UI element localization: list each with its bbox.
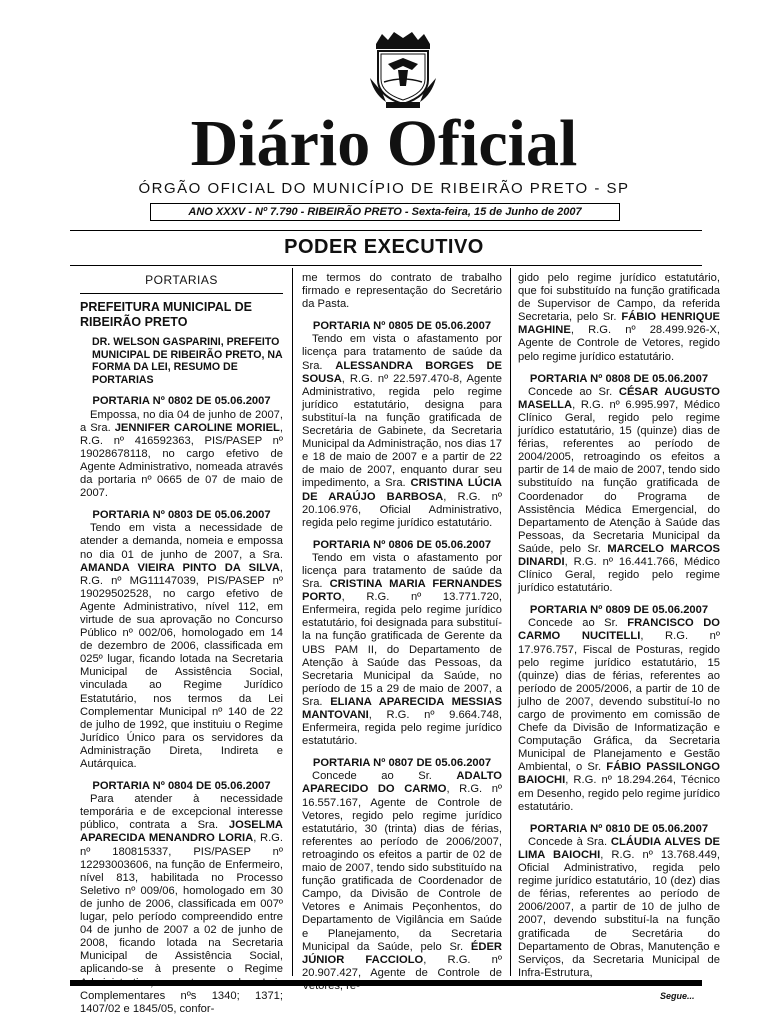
section-title: PODER EXECUTIVO	[284, 236, 484, 258]
portaria-0806-heading: PORTARIA Nº 0806 DE 05.06.2007	[312, 538, 492, 551]
section-rule	[70, 265, 702, 266]
portaria-0802-heading: PORTARIA Nº 0802 DE 05.06.2007	[92, 395, 271, 408]
mayor-heading: DR. WELSON GASPARINI, PREFEITO MUNICIPAL DE RIBEIRÃO PRETO, NA FORMA DA LEI, RESUMO DE PORTARIAS	[92, 336, 283, 386]
portaria-0807-body: Concede ao Sr. ADALTO APARECIDO DO CARMO, R.G. nº 16.557.167, Agente de Controle de Vetores, regido pelo regime jurídico estatutário, 30 (trinta) dias de férias, referentes ao período de 2006/2007, retroagindo os efeitos a partir de 02 de maio de 2007, tendo sido substituído na função gratificada de Coordenador de Campo, da Divisão de Controle de Vetores e Animais Peçonhentos, do Departamento de Vigilância em Saúde e Planejamento, da Secretaria Municipal da Saúde, pelo Sr. ÉDER JÚNIOR FACCIOLO, R.G. nº 20.907.427, Agente de Controle de	[302, 770, 502, 979]
portaria-0810-body: Concede à Sra. CLÁUDIA ALVES DE LIMA BAIOCHI, R.G. nº 13.768.449, Oficial Administrativo, regida pelo regime jurídico estatutário, 10 (dez) dias de férias, referentes ao período de 2006/2007, a partir de 10 de julho de 2007, devendo substituí-la na função gratificada de Secretária do Departamento de Obras, Manutenção e Serviços, da Secretaria Municipal de Infra-Estrutura,	[518, 835, 721, 979]
column-1	[80, 272, 283, 1016]
continuation-text: me termos do contrato de trabalho firmado e representação do Secretário da Pasta.	[302, 272, 502, 311]
masthead-title: Diário Oficial	[190, 107, 578, 180]
column-2	[302, 272, 502, 993]
column-divider-1	[292, 268, 293, 976]
prefeitura-heading: PREFEITURA MUNICIPAL DE RIBEIRÃO PRETO	[80, 293, 283, 330]
portaria-0809-heading: PORTARIA Nº 0809 DE 05.06.2007	[529, 604, 709, 617]
masthead-subtitle: ÓRGÃO OFICIAL DO MUNICÍPIO DE RIBEIRÃO PRETO - SP	[138, 180, 630, 197]
portaria-0810-heading: PORTARIA Nº 0810 DE 05.06.2007	[529, 822, 709, 835]
top-rule	[70, 230, 702, 231]
continuation-text-2: gido pelo regime jurídico estatutário, que foi substituído na função gratificada de Supervisor de Campo, da referida Secretaria, pelo Sr. FÁBIO HENRIQUE MAGHINE, R.G. nº 28.499.926-X, Agente de Controle de Vetores, regido pelo regime jurídico estatutário.	[518, 272, 720, 363]
portaria-0808-heading: PORTARIA Nº 0808 DE 05.06.2007	[529, 372, 709, 385]
portaria-0809-body: Concede ao Sr. FRANCISCO DO CARMO NUCITELLI, R.G. nº 17.976.757, Fiscal de Posturas, regido pelo regime jurídico estatutário, 15 (quinze) dias de férias, referentes ao período de 2005/2006, a partir de 10 de julho de 2007, devendo substituí-lo no cargo de provimento em comissão de Chefe da Divisão de Informatização e Computação Gráfica, da Secretaria Municipal de Planejamento e Gestão Ambiental, o Sr. FÁBIO PASSILONGO BAIOCHI, R.G. nº 18.294.264, Técnico em Desenho, regido pelo regime jurídico estatutário.	[518, 617, 720, 813]
portaria-0802-body: Empossa, no dia 04 de junho de 2007, a Sra. JENNIFER CAROLINE MORIEL, R.G. nº 416592363, PIS/PASEP nº 19028678118, no cargo efetivo de Agente Administrativo, nomeada através da portaria nº 0665 de 07 de maio de 2007.	[80, 408, 283, 500]
portaria-0805-heading: PORTARIA Nº 0805 DE 05.06.2007	[312, 320, 492, 333]
portaria-0803-body: Tendo em vista a necessidade de atender a demanda, nomeia e empossa no dia 01 de junho de 2007, a Sra. AMANDA VIEIRA PINTO DA SILVA, R.G. nº MG11147039, PIS/PASEP nº 19029502528, no cargo efetivo de Agente Administrativo, nível 112, em virtude de sua aprovação no Concurso Público nº 002/06, homologado em 14 de dezembro de 2006, classificada em 025º lugar, ficando lotada na Secretaria Municipal de Assistência Social, vinculada ao Regime Jurídico Estatutário, nos termos da Lei Complementar Municipal nº 140 de 22 de julho de 1992, que instituiu o Regime Jurídico Único para os servidores da Administração Direta, Indireta e Autárquica.	[80, 522, 283, 770]
issue-line: ANO XXXV - Nº 7.790 - RIBEIRÃO PRETO - Sexta-feira, 15 de Junho de 2007	[150, 203, 620, 221]
column-divider-2	[510, 268, 511, 976]
column-3	[518, 272, 720, 980]
portarias-heading: PORTARIAS	[145, 273, 218, 287]
portaria-0808-body: Concede ao Sr. CÉSAR AUGUSTO MASELLA, R.G. nº 6.995.997, Médico Clínico Geral, regido pelo regime jurídico estatutário, 15 (quinze) dias de férias, referentes ao período de 2004/2005, retroagindo os efeitos a partir de 14 de maio de 2007, tendo sido substituído na função gratificada de Coordenador do Programa de Assistência Médica Emergencial, do Departamento de Atenção à Saúde das Pessoas, da Secretaria Municipal da Saúde, pelo Sr. MARCELO MARCOS DINARDI, R.G. nº 16.441.766, Médico Clínico Geral, regido pelo regime jurídico estatutário.	[518, 385, 720, 595]
continues-label: Segue...	[660, 991, 695, 1001]
portaria-0807-heading: PORTARIA Nº 0807 DE 05.06.2007	[312, 757, 492, 770]
portaria-0805-body: Tendo em vista o afastamento por licença para tratamento de saúde da Sra. ALESSANDRA BORGES DE SOUSA, R.G. nº 22.597.470-8, Agente Administrativo, regida pelo regime jurídico estatutário, designa para substituí-la na função gratificada de Secretária de Gabinete, da Secretaria Municipal da Administração, nos dias 17 e 18 de maio de 2007 e a partir de 22 de maio de 2007, enquanto durar seu impedimento, a Sra. CRISTINA LÚCIA DE ARAÚJO BARBOSA, R.G. nº 20.106.976, Oficial Administrativo, regida pelo regime jurídico estatutário.	[302, 333, 502, 529]
municipal-coat-of-arms	[368, 30, 438, 110]
portaria-0804-body: Para atender à necessidade temporária e de excepcional interesse público, contrata a Sra. JOSELMA APARECIDA MENANDRO LORIA, R.G. nº 180815337, PIS/PASEP nº 12293003606, na função de Enfermeiro, nível 813, habilitada no Processo Seletivo nº 009/06, homologado em 30 de junho de 2006, classificada em 007º lugar, pelo período compreendido entre 04 de junho de 2007 a 02 de junho de 2008, ficando lotada na Secretaria Municipal de Assistência Social, aplicando-se à presente o Regime Complementares nºs 1340; 1371; 1407/02 e 1845/05, confor-	[80, 793, 283, 1015]
portaria-0803-heading: PORTARIA Nº 0803 DE 05.06.2007	[92, 509, 271, 522]
bottom-bar	[70, 980, 702, 986]
portaria-0804-heading: PORTARIA Nº 0804 DE 05.06.2007	[92, 780, 271, 793]
portaria-0806-body: Tendo em vista o afastamento por licença para tratamento de saúde da Sra. CRISTINA MARIA FERNANDES PORTO, R.G. nº 13.771.720, Enfermeira, regida pelo regime jurídico estatutário, foi designada para substituí-la na função gratificada de Gerente da UBS PAM II, do Departamento de Atenção à Saúde das Pessoas, da Secretaria Municipal da Saúde, no período de 15 a 29 de maio de 2007, a Sra. ELIANA APARECIDA MESSIAS MANTOVANI, R.G. nº 9.664.748, Enfermeira, regida pelo regime jurídico estatutário.	[302, 551, 502, 748]
